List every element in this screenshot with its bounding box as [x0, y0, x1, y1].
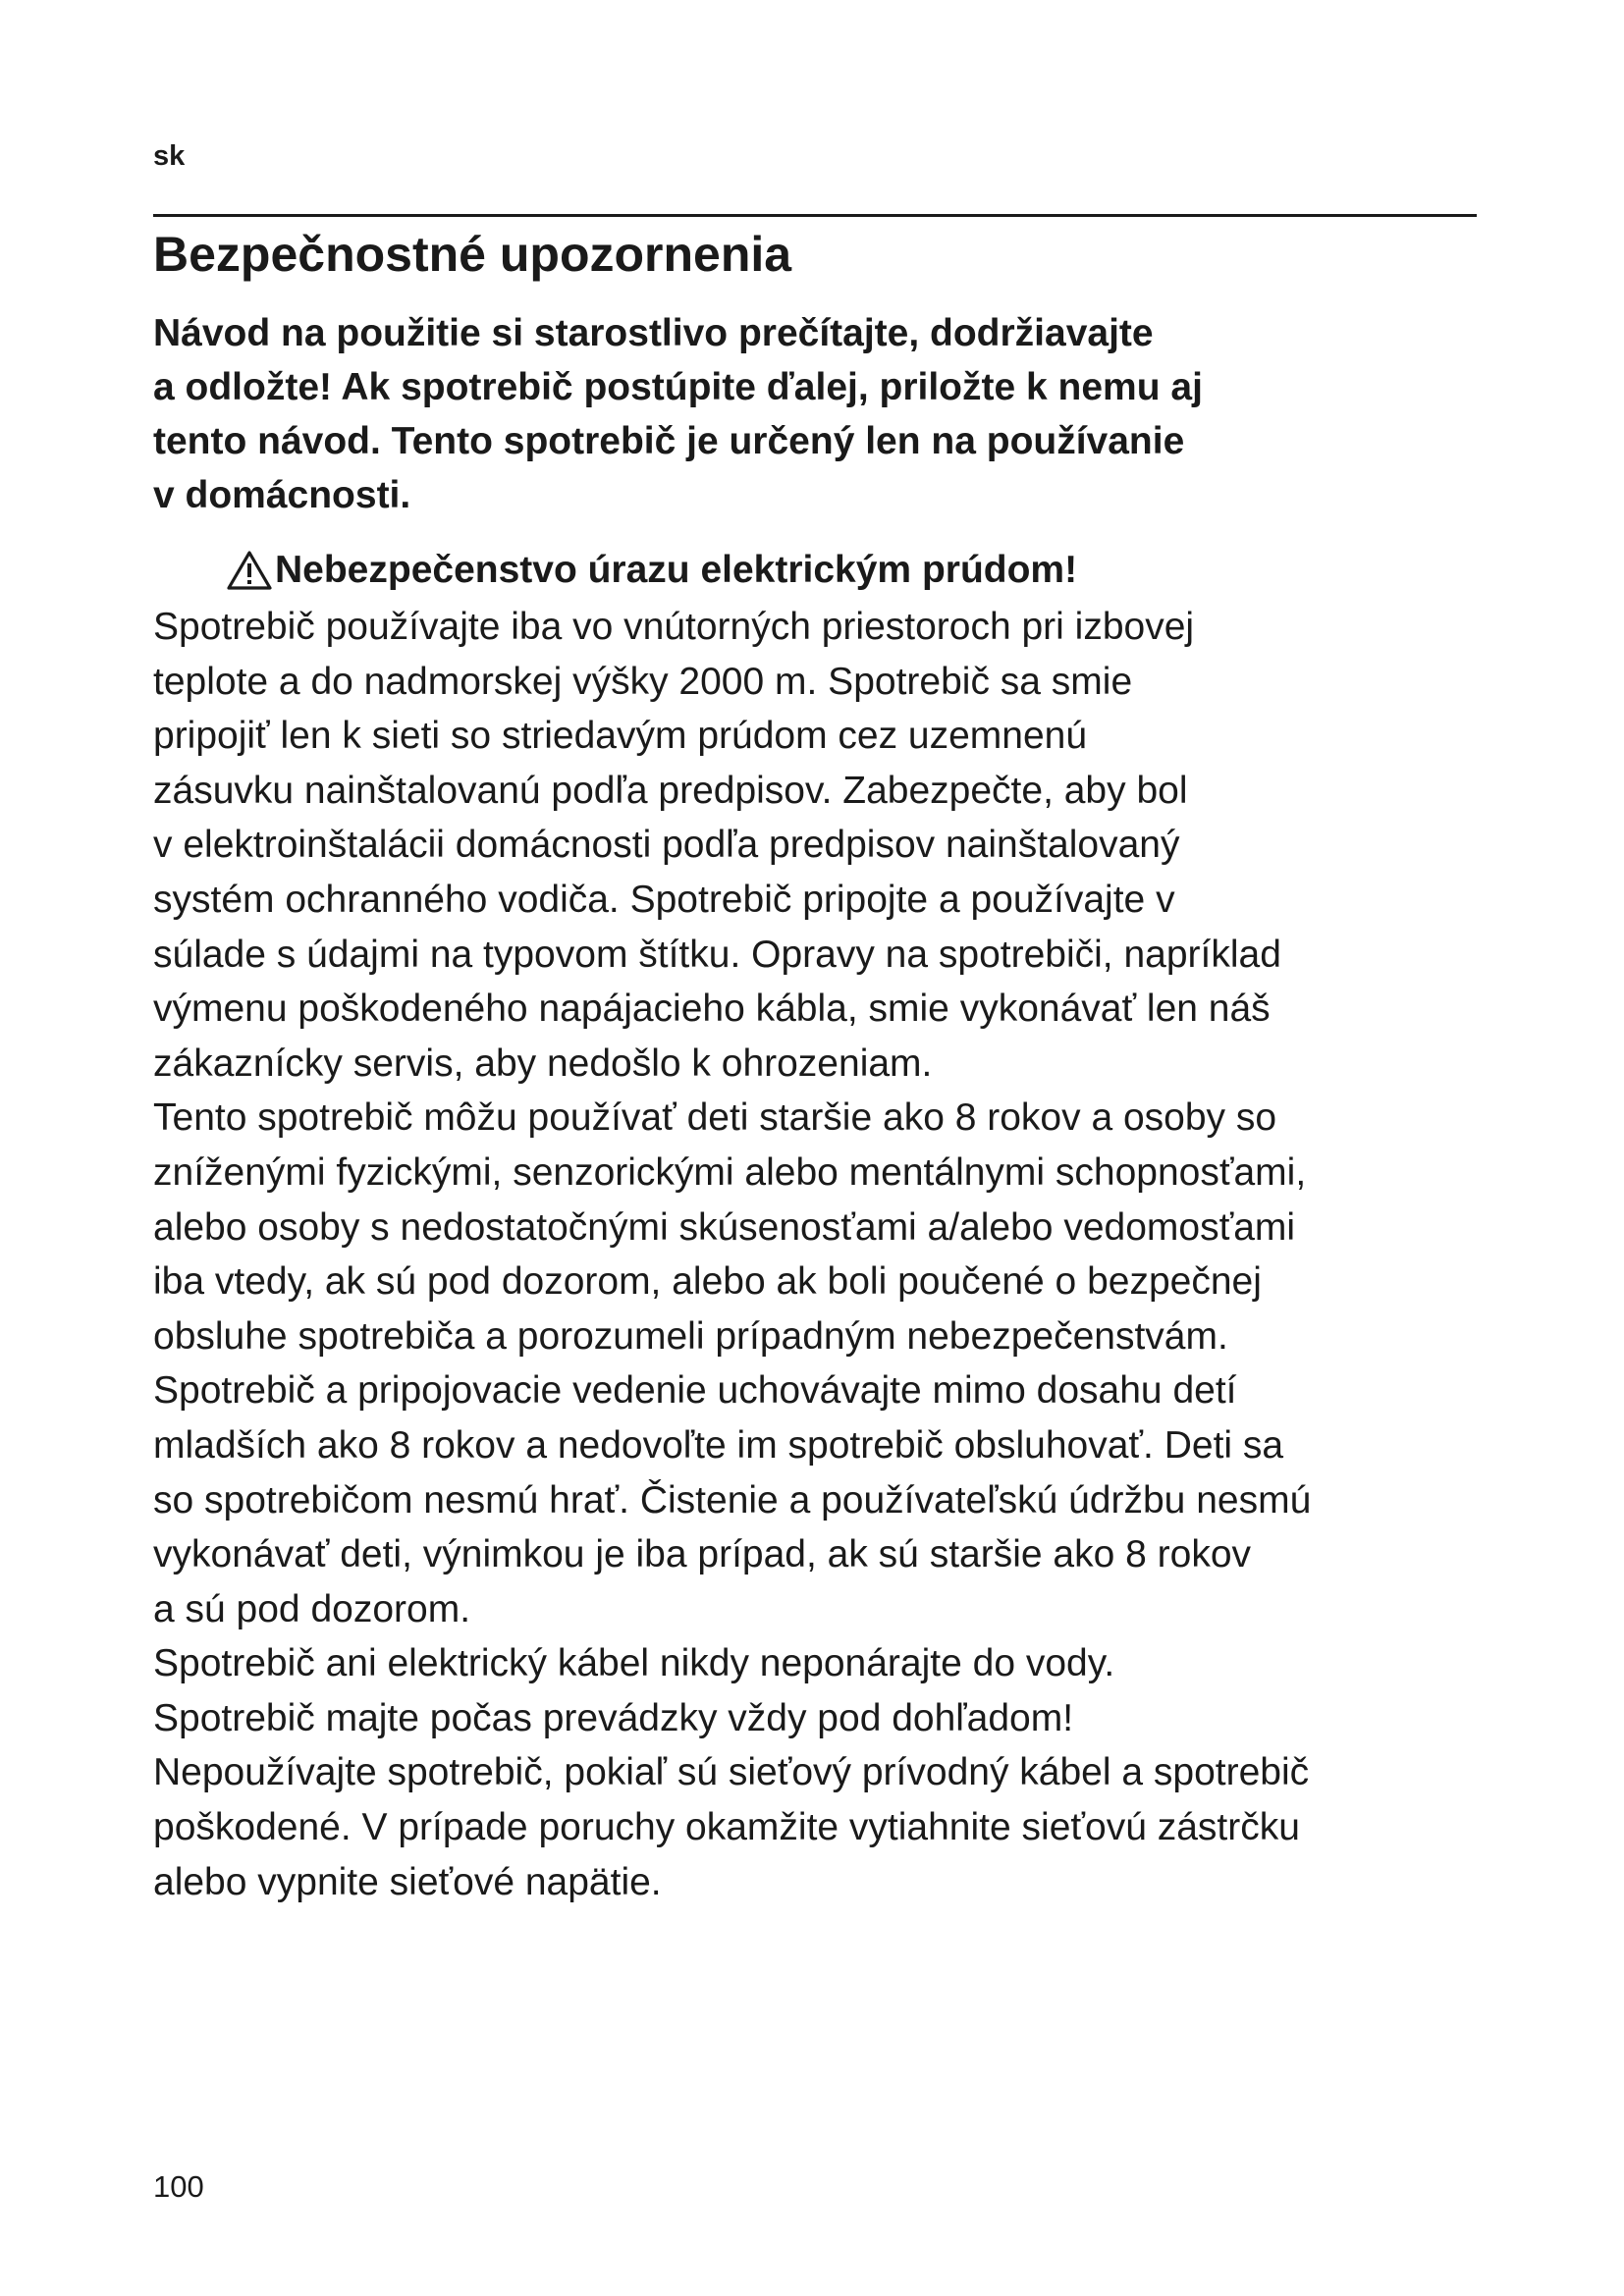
- body-line: súlade s údajmi na typovom štítku. Opravy na spotrebiči, napríklad: [153, 933, 1281, 976]
- page-number: 100: [153, 2169, 204, 2204]
- body-line: zásuvku nainštalovanú podľa predpisov. Zabezpečte, aby bol: [153, 769, 1188, 812]
- body-line: zníženými fyzickými, senzorickými alebo mentálnymi schopnosťami,: [153, 1150, 1307, 1194]
- intro-line: a odložte! Ak spotrebič postúpite ďalej, priložte k nemu aj: [153, 366, 1203, 408]
- intro-paragraph: [153, 306, 1203, 522]
- body-line: v elektroinštalácii domácnosti podľa predpisov nainštalovaný: [153, 824, 1180, 867]
- intro-line: Návod na použitie si starostlivo prečítajte, dodržiavajte: [153, 312, 1154, 354]
- body-line: Nepoužívajte spotrebič, pokiaľ sú sieťový prívodný kábel a spotrebič: [153, 1751, 1310, 1794]
- body-line: iba vtedy, ak sú pod dozorom, alebo ak boli poučené o bezpečnej: [153, 1260, 1262, 1304]
- body-line: Spotrebič a pripojovacie vedenie uchovávajte mimo dosahu detí: [153, 1369, 1237, 1413]
- header-divider: [153, 214, 1477, 217]
- body-line: vykonávať deti, výnimkou je iba prípad, ak sú staršie ako 8 rokov: [153, 1533, 1252, 1576]
- warning-text: Nebezpečenstvo úrazu elektrickým prúdom!: [275, 549, 1078, 591]
- body-line: systém ochranného vodiča. Spotrebič pripojte a používajte v: [153, 878, 1175, 921]
- body-line: mladších ako 8 rokov a nedovoľte im spotrebič obsluhovať. Deti sa: [153, 1423, 1284, 1467]
- body-line: Spotrebič ani elektrický kábel nikdy neponárajte do vody.: [153, 1642, 1115, 1685]
- warning-heading: [226, 543, 1077, 597]
- body-line: so spotrebičom nesmú hrať. Čistenie a používateľskú údržbu nesmú: [153, 1478, 1312, 1522]
- body-line: alebo vypnite sieťové napätie.: [153, 1860, 662, 1903]
- body-line: poškodené. V prípade poruchy okamžite vytiahnite sieťovú zástrčku: [153, 1806, 1300, 1849]
- body-line: obsluhe spotrebiča a porozumeli prípadným nebezpečenstvám.: [153, 1314, 1228, 1358]
- body-line: výmenu poškodeného napájacieho kábla, smie vykonávať len náš: [153, 988, 1271, 1031]
- intro-line: tento návod. Tento spotrebič je určený len na používanie: [153, 420, 1185, 462]
- language-code: sk: [153, 140, 186, 172]
- intro-line: v domácnosti.: [153, 474, 411, 516]
- body-line: a sú pod dozorom.: [153, 1587, 471, 1630]
- page-title: Bezpečnostné upozornenia: [153, 227, 792, 282]
- body-line: Spotrebič používajte iba vo vnútorných priestoroch pri izbovej: [153, 606, 1195, 648]
- body-line: alebo osoby s nedostatočnými skúsenosťami a/alebo vedomosťami: [153, 1205, 1296, 1249]
- body-line: zákaznícky servis, aby nedošlo k ohrozeniam.: [153, 1041, 933, 1085]
- body-line: teplote a do nadmorskej výšky 2000 m. Spotrebič sa smie: [153, 660, 1133, 703]
- body-line: Tento spotrebič môžu používať deti staršie ako 8 rokov a osoby so: [153, 1096, 1277, 1140]
- body-line: pripojiť len k sieti so striedavým prúdom cez uzemnenú: [153, 715, 1088, 758]
- body-line: Spotrebič majte počas prevádzky vždy pod dohľadom!: [153, 1696, 1074, 1739]
- safety-body-text: [153, 600, 1311, 1909]
- warning-triangle-icon: [226, 550, 273, 591]
